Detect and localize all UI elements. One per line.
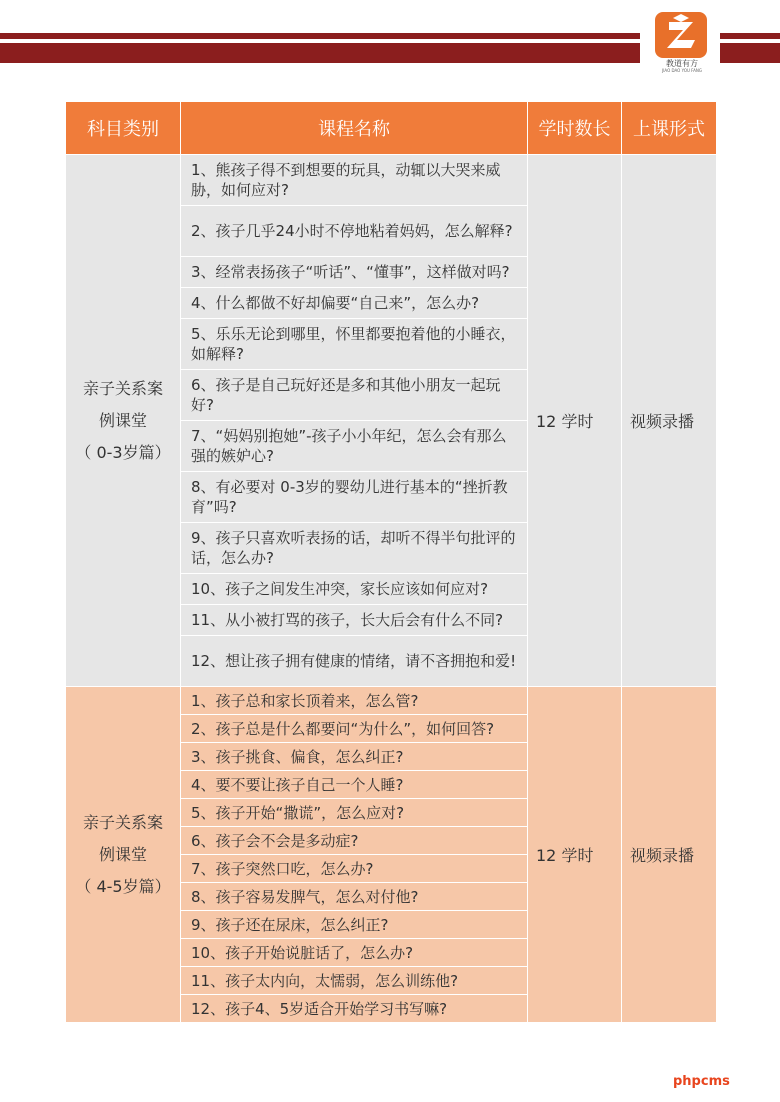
course-item: 10、孩子开始说脏话了，怎么办? (181, 939, 528, 967)
logo-icon (655, 12, 707, 58)
course-item: 1、孩子总和家长顶着来，怎么管? (181, 687, 528, 715)
course-table (65, 101, 717, 1023)
course-item: 6、孩子是自己玩好还是多和其他小朋友一起玩好? (181, 370, 528, 421)
course-item: 3、孩子挑食、偏食，怎么纠正? (181, 743, 528, 771)
course-item: 5、孩子开始“撒谎”，怎么应对? (181, 799, 528, 827)
format-cell: 视频录播 (622, 687, 717, 1023)
hours-cell: 12 学时 (528, 155, 622, 687)
hours-cell: 12 学时 (528, 687, 622, 1023)
course-item: 7、“妈妈别抱她”-孩子小小年纪，怎么会有那么强的嫉妒心? (181, 421, 528, 472)
course-item: 5、乐乐无论到哪里，怀里都要抱着他的小睡衣，如解释? (181, 319, 528, 370)
category-line: （ 4-5岁篇） (75, 876, 171, 896)
category-line: 亲子关系案 (82, 378, 163, 398)
course-item: 8、有必要对 0-3岁的婴幼儿进行基本的“挫折教育”吗? (181, 472, 528, 523)
column-header: 科目类别 (66, 102, 181, 155)
course-item: 2、孩子总是什么都要问“为什么”，如何回答? (181, 715, 528, 743)
category-line: （ 0-3岁篇） (75, 442, 171, 462)
course-item: 1、熊孩子得不到想要的玩具，动辄以大哭来威胁，如何应对? (181, 155, 528, 206)
course-item: 9、孩子只喜欢听表扬的话，却听不得半句批评的话，怎么办? (181, 523, 528, 574)
category-cell (66, 155, 181, 687)
category-line: 亲子关系案 (82, 812, 163, 832)
column-header: 课程名称 (181, 102, 528, 155)
course-item: 11、孩子太内向，太懦弱，怎么训练他? (181, 967, 528, 995)
category-cell (66, 687, 181, 1023)
course-item: 8、孩子容易发脾气，怎么对付他? (181, 883, 528, 911)
course-item: 6、孩子会不会是多动症? (181, 827, 528, 855)
format-cell: 视频录播 (622, 155, 717, 687)
table-row (66, 155, 717, 206)
course-item: 12、想让孩子拥有健康的情绪，请不吝拥抱和爱! (181, 636, 528, 687)
column-header: 上课形式 (622, 102, 717, 155)
course-item: 2、孩子几乎24小时不停地粘着妈妈，怎么解释? (181, 206, 528, 257)
header-bar-right-thick (720, 43, 780, 63)
course-item: 4、什么都做不好却偏要“自己来”，怎么办? (181, 288, 528, 319)
course-item: 3、经常表扬孩子“听话”、“懂事”，这样做对吗? (181, 257, 528, 288)
footer-watermark: phpcms (673, 1074, 730, 1089)
header-bar (0, 33, 640, 39)
logo-subtext: JIAO DAO YOU FANG (662, 68, 702, 73)
course-item: 10、孩子之间发生冲突，家长应该如何应对? (181, 574, 528, 605)
category-line: 例课堂 (98, 410, 147, 430)
course-item: 4、要不要让孩子自己一个人睡? (181, 771, 528, 799)
course-item: 11、从小被打骂的孩子，长大后会有什么不同? (181, 605, 528, 636)
header-bar-thick (0, 43, 640, 63)
course-item: 7、孩子突然口吃，怎么办? (181, 855, 528, 883)
logo-text: 教道有方 (666, 59, 698, 68)
table-row (66, 687, 717, 715)
table-header-row (66, 102, 717, 155)
category-line: 例课堂 (98, 844, 147, 864)
course-item: 9、孩子还在尿床，怎么纠正? (181, 911, 528, 939)
course-item: 12、孩子4、5岁适合开始学习书写嘛? (181, 995, 528, 1023)
header-bar-right (720, 33, 780, 39)
column-header: 学时数长 (528, 102, 622, 155)
